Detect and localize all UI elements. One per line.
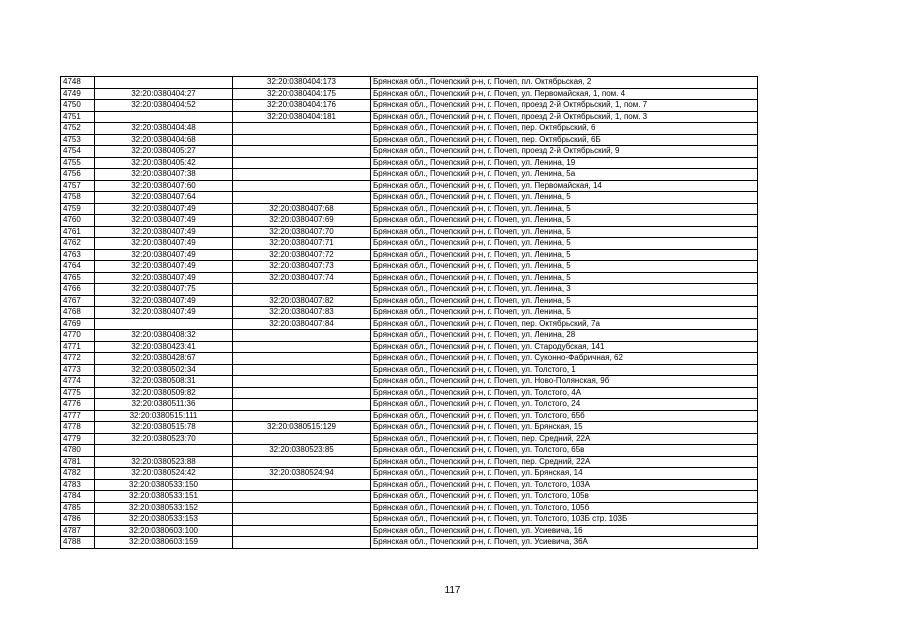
table-row [61, 399, 758, 411]
object-cadastral-number-cell: 32:20:0380407:82 [233, 295, 371, 307]
table-row [61, 272, 758, 284]
registry-table-body [61, 77, 758, 549]
object-cadastral-number-cell [233, 157, 371, 169]
address-cell: Брянская обл., Почепский р-н, г. Почеп, ул. Ленина, 5 [371, 261, 758, 273]
cadastral-number-cell: 32:20:0380603:100 [95, 525, 233, 537]
object-cadastral-number-cell [233, 479, 371, 491]
row-number-cell: 4768 [61, 307, 95, 319]
object-cadastral-number-cell [233, 134, 371, 146]
object-cadastral-number-cell [233, 491, 371, 503]
row-number-cell: 4753 [61, 134, 95, 146]
object-cadastral-number-cell [233, 353, 371, 365]
address-cell: Брянская обл., Почепский р-н, г. Почеп, ул. Ленина, 5а [371, 169, 758, 181]
cadastral-number-cell: 32:20:0380508:31 [95, 376, 233, 388]
object-cadastral-number-cell [233, 456, 371, 468]
cadastral-number-cell: 32:20:0380524:42 [95, 468, 233, 480]
object-cadastral-number-cell [233, 525, 371, 537]
cadastral-number-cell: 32:20:0380405:42 [95, 157, 233, 169]
row-number-cell: 4785 [61, 502, 95, 514]
address-cell: Брянская обл., Почепский р-н, г. Почеп, ул. Ленина, 5 [371, 226, 758, 238]
object-cadastral-number-cell: 32:20:0380523:85 [233, 445, 371, 457]
cadastral-number-cell: 32:20:0380407:64 [95, 192, 233, 204]
table-row [61, 422, 758, 434]
row-number-cell: 4786 [61, 514, 95, 526]
table-row [61, 318, 758, 330]
address-cell: Брянская обл., Почепский р-н, г. Почеп, проезд 2-й Октябрьский, 1, пом. 3 [371, 111, 758, 123]
address-cell: Брянская обл., Почепский р-н, г. Почеп, ул. Толстого, 103А [371, 479, 758, 491]
address-cell: Брянская обл., Почепский р-н, г. Почеп, ул. Толстого, 1 [371, 364, 758, 376]
table-row [61, 238, 758, 250]
cadastral-number-cell: 32:20:0380423:41 [95, 341, 233, 353]
address-cell: Брянская обл., Почепский р-н, г. Почеп, пер. Средний, 22А [371, 433, 758, 445]
address-cell: Брянская обл., Почепский р-н, г. Почеп, ул. Толстого, 105в [371, 491, 758, 503]
cadastral-number-cell: 32:20:0380523:88 [95, 456, 233, 468]
cadastral-number-cell: 32:20:0380533:152 [95, 502, 233, 514]
row-number-cell: 4781 [61, 456, 95, 468]
table-row [61, 88, 758, 100]
table-row [61, 387, 758, 399]
address-cell: Брянская обл., Почепский р-н, г. Почеп, ул. Ленина, 5 [371, 238, 758, 250]
address-cell: Брянская обл., Почепский р-н, г. Почеп, ул. Ленина, 5 [371, 272, 758, 284]
address-cell: Брянская обл., Почепский р-н, г. Почеп, пер. Октябрьский, 7а [371, 318, 758, 330]
object-cadastral-number-cell [233, 387, 371, 399]
table-row [61, 410, 758, 422]
address-cell: Брянская обл., Почепский р-н, г. Почеп, пер. Средний, 22А [371, 456, 758, 468]
address-cell: Брянская обл., Почепский р-н, г. Почеп, проезд 2-й Октябрьский, 9 [371, 146, 758, 158]
table-row [61, 146, 758, 158]
table-row [61, 123, 758, 135]
table-row [61, 226, 758, 238]
table-row [61, 261, 758, 273]
object-cadastral-number-cell: 32:20:0380407:83 [233, 307, 371, 319]
object-cadastral-number-cell [233, 192, 371, 204]
cadastral-number-cell [95, 111, 233, 123]
object-cadastral-number-cell: 32:20:0380407:84 [233, 318, 371, 330]
cadastral-number-cell: 32:20:0380533:151 [95, 491, 233, 503]
table-row [61, 353, 758, 365]
object-cadastral-number-cell [233, 399, 371, 411]
row-number-cell: 4782 [61, 468, 95, 480]
cadastral-number-cell [95, 445, 233, 457]
address-cell: Брянская обл., Почепский р-н, г. Почеп, ул. Толстого, 24 [371, 399, 758, 411]
table-row [61, 249, 758, 261]
table-row [61, 479, 758, 491]
table-row [61, 307, 758, 319]
object-cadastral-number-cell: 32:20:0380407:69 [233, 215, 371, 227]
table-row [61, 445, 758, 457]
object-cadastral-number-cell [233, 341, 371, 353]
object-cadastral-number-cell: 32:20:0380407:68 [233, 203, 371, 215]
cadastral-number-cell: 32:20:0380407:49 [95, 307, 233, 319]
address-cell: Брянская обл., Почепский р-н, г. Почеп, ул. Толстого, 105б [371, 502, 758, 514]
object-cadastral-number-cell: 32:20:0380407:71 [233, 238, 371, 250]
row-number-cell: 4749 [61, 88, 95, 100]
object-cadastral-number-cell [233, 284, 371, 296]
cadastral-number-cell: 32:20:0380502:34 [95, 364, 233, 376]
address-cell: Брянская обл., Почепский р-н, г. Почеп, ул. Суконно-Фабричная, 62 [371, 353, 758, 365]
cadastral-number-cell: 32:20:0380404:27 [95, 88, 233, 100]
table-row [61, 203, 758, 215]
cadastral-number-cell: 32:20:0380404:68 [95, 134, 233, 146]
object-cadastral-number-cell [233, 123, 371, 135]
page-number: 117 [444, 585, 461, 596]
address-cell: Брянская обл., Почепский р-н, г. Почеп, ул. Первомайская, 1, пом. 4 [371, 88, 758, 100]
row-number-cell: 4779 [61, 433, 95, 445]
cadastral-number-cell: 32:20:0380404:52 [95, 100, 233, 112]
table-row [61, 525, 758, 537]
table-row [61, 295, 758, 307]
table-row [61, 537, 758, 549]
table-row [61, 192, 758, 204]
address-cell: Брянская обл., Почепский р-н, г. Почеп, ул. Ленина, 5 [371, 307, 758, 319]
row-number-cell: 4766 [61, 284, 95, 296]
address-cell: Брянская обл., Почепский р-н, г. Почеп, ул. Ленина, 19 [371, 157, 758, 169]
address-cell: Брянская обл., Почепский р-н, г. Почеп, ул. Первомайская, 14 [371, 180, 758, 192]
address-cell: Брянская обл., Почепский р-н, г. Почеп, ул. Толстого, 65в [371, 445, 758, 457]
cadastral-number-cell: 32:20:0380515:111 [95, 410, 233, 422]
table-row [61, 433, 758, 445]
row-number-cell: 4751 [61, 111, 95, 123]
cadastral-number-cell: 32:20:0380407:49 [95, 226, 233, 238]
row-number-cell: 4774 [61, 376, 95, 388]
cadastral-number-cell: 32:20:0380407:49 [95, 215, 233, 227]
cadastral-number-cell: 32:20:0380511:36 [95, 399, 233, 411]
object-cadastral-number-cell [233, 169, 371, 181]
row-number-cell: 4760 [61, 215, 95, 227]
row-number-cell: 4756 [61, 169, 95, 181]
table-row [61, 502, 758, 514]
table-row [61, 215, 758, 227]
object-cadastral-number-cell [233, 180, 371, 192]
cadastral-number-cell: 32:20:0380407:49 [95, 272, 233, 284]
row-number-cell: 4761 [61, 226, 95, 238]
object-cadastral-number-cell [233, 502, 371, 514]
row-number-cell: 4758 [61, 192, 95, 204]
row-number-cell: 4764 [61, 261, 95, 273]
cadastral-number-cell: 32:20:0380523:70 [95, 433, 233, 445]
row-number-cell: 4765 [61, 272, 95, 284]
table-row [61, 169, 758, 181]
row-number-cell: 4773 [61, 364, 95, 376]
cadastral-number-cell: 32:20:0380407:49 [95, 203, 233, 215]
object-cadastral-number-cell [233, 514, 371, 526]
cadastral-number-cell [95, 318, 233, 330]
object-cadastral-number-cell: 32:20:0380407:72 [233, 249, 371, 261]
object-cadastral-number-cell [233, 146, 371, 158]
cadastral-number-cell: 32:20:0380428:67 [95, 353, 233, 365]
object-cadastral-number-cell: 32:20:0380404:176 [233, 100, 371, 112]
cadastral-number-cell: 32:20:0380408:32 [95, 330, 233, 342]
address-cell: Брянская обл., Почепский р-н, г. Почеп, ул. Ленина, 5 [371, 295, 758, 307]
row-number-cell: 4777 [61, 410, 95, 422]
address-cell: Брянская обл., Почепский р-н, г. Почеп, ул. Ново-Полянская, 9б [371, 376, 758, 388]
row-number-cell: 4757 [61, 180, 95, 192]
row-number-cell: 4780 [61, 445, 95, 457]
address-cell: Брянская обл., Почепский р-н, г. Почеп, ул. Брянская, 14 [371, 468, 758, 480]
object-cadastral-number-cell [233, 330, 371, 342]
address-cell: Брянская обл., Почепский р-н, г. Почеп, ул. Стародубская, 141 [371, 341, 758, 353]
row-number-cell: 4771 [61, 341, 95, 353]
cadastral-number-cell: 32:20:0380533:153 [95, 514, 233, 526]
cadastral-number-cell: 32:20:0380407:49 [95, 295, 233, 307]
object-cadastral-number-cell: 32:20:0380404:173 [233, 77, 371, 89]
row-number-cell: 4784 [61, 491, 95, 503]
object-cadastral-number-cell [233, 364, 371, 376]
row-number-cell: 4763 [61, 249, 95, 261]
row-number-cell: 4767 [61, 295, 95, 307]
object-cadastral-number-cell [233, 537, 371, 549]
table-row [61, 491, 758, 503]
address-cell: Брянская обл., Почепский р-н, г. Почеп, пер. Октябрьский, 6Б [371, 134, 758, 146]
address-cell: Брянская обл., Почепский р-н, г. Почеп, ул. Усиевича, 36А [371, 537, 758, 549]
table-row [61, 111, 758, 123]
cadastral-number-cell: 32:20:0380407:49 [95, 238, 233, 250]
row-number-cell: 4755 [61, 157, 95, 169]
cadastral-number-cell [95, 77, 233, 89]
row-number-cell: 4788 [61, 537, 95, 549]
object-cadastral-number-cell [233, 376, 371, 388]
cadastral-number-cell: 32:20:0380407:60 [95, 180, 233, 192]
object-cadastral-number-cell: 32:20:0380407:70 [233, 226, 371, 238]
cadastral-number-cell: 32:20:0380603:159 [95, 537, 233, 549]
row-number-cell: 4750 [61, 100, 95, 112]
row-number-cell: 4772 [61, 353, 95, 365]
cadastral-number-cell: 32:20:0380533:150 [95, 479, 233, 491]
address-cell: Брянская обл., Почепский р-н, г. Почеп, ул. Ленина, 5 [371, 192, 758, 204]
address-cell: Брянская обл., Почепский р-н, г. Почеп, ул. Ленина, 3 [371, 284, 758, 296]
row-number-cell: 4775 [61, 387, 95, 399]
cadastral-number-cell: 32:20:0380509:82 [95, 387, 233, 399]
address-cell: Брянская обл., Почепский р-н, г. Почеп, ул. Ленина, 5 [371, 203, 758, 215]
table-row [61, 180, 758, 192]
address-cell: Брянская обл., Почепский р-н, г. Почеп, ул. Толстого, 65б [371, 410, 758, 422]
table-row [61, 468, 758, 480]
object-cadastral-number-cell: 32:20:0380515:129 [233, 422, 371, 434]
row-number-cell: 4783 [61, 479, 95, 491]
object-cadastral-number-cell [233, 410, 371, 422]
address-cell: Брянская обл., Почепский р-н, г. Почеп, ул. Ленина, 5 [371, 249, 758, 261]
row-number-cell: 4787 [61, 525, 95, 537]
row-number-cell: 4759 [61, 203, 95, 215]
object-cadastral-number-cell: 32:20:0380404:175 [233, 88, 371, 100]
address-cell: Брянская обл., Почепский р-н, г. Почеп, пл. Октябрьская, 2 [371, 77, 758, 89]
cadastral-number-cell: 32:20:0380407:49 [95, 249, 233, 261]
address-cell: Брянская обл., Почепский р-н, г. Почеп, ул. Ленина, 28 [371, 330, 758, 342]
table-row [61, 514, 758, 526]
object-cadastral-number-cell: 32:20:0380404:181 [233, 111, 371, 123]
table-row [61, 77, 758, 89]
cadastral-number-cell: 32:20:0380407:49 [95, 261, 233, 273]
object-cadastral-number-cell: 32:20:0380407:73 [233, 261, 371, 273]
table-row [61, 100, 758, 112]
table-row [61, 284, 758, 296]
row-number-cell: 4752 [61, 123, 95, 135]
address-cell: Брянская обл., Почепский р-н, г. Почеп, ул. Ленина, 5 [371, 215, 758, 227]
row-number-cell: 4769 [61, 318, 95, 330]
table-row [61, 157, 758, 169]
table-row [61, 341, 758, 353]
object-cadastral-number-cell: 32:20:0380407:74 [233, 272, 371, 284]
property-registry-table [60, 76, 758, 549]
cadastral-number-cell: 32:20:0380405:27 [95, 146, 233, 158]
row-number-cell: 4778 [61, 422, 95, 434]
cadastral-number-cell: 32:20:0380515:78 [95, 422, 233, 434]
row-number-cell: 4754 [61, 146, 95, 158]
table-row [61, 364, 758, 376]
row-number-cell: 4748 [61, 77, 95, 89]
table-row [61, 330, 758, 342]
address-cell: Брянская обл., Почепский р-н, г. Почеп, ул. Усиевича, 16 [371, 525, 758, 537]
address-cell: Брянская обл., Почепский р-н, г. Почеп, проезд 2-й Октябрьский, 1, пом. 7 [371, 100, 758, 112]
table-row [61, 134, 758, 146]
cadastral-number-cell: 32:20:0380407:38 [95, 169, 233, 181]
address-cell: Брянская обл., Почепский р-н, г. Почеп, ул. Толстого, 103Б стр. 103Б [371, 514, 758, 526]
cadastral-number-cell: 32:20:0380404:48 [95, 123, 233, 135]
row-number-cell: 4776 [61, 399, 95, 411]
address-cell: Брянская обл., Почепский р-н, г. Почеп, ул. Толстого, 4А [371, 387, 758, 399]
address-cell: Брянская обл., Почепский р-н, г. Почеп, ул. Брянская, 15 [371, 422, 758, 434]
row-number-cell: 4770 [61, 330, 95, 342]
row-number-cell: 4762 [61, 238, 95, 250]
object-cadastral-number-cell [233, 433, 371, 445]
table-row [61, 376, 758, 388]
table-row [61, 456, 758, 468]
address-cell: Брянская обл., Почепский р-н, г. Почеп, пер. Октябрьский, 6 [371, 123, 758, 135]
object-cadastral-number-cell: 32:20:0380524:94 [233, 468, 371, 480]
cadastral-number-cell: 32:20:0380407:75 [95, 284, 233, 296]
